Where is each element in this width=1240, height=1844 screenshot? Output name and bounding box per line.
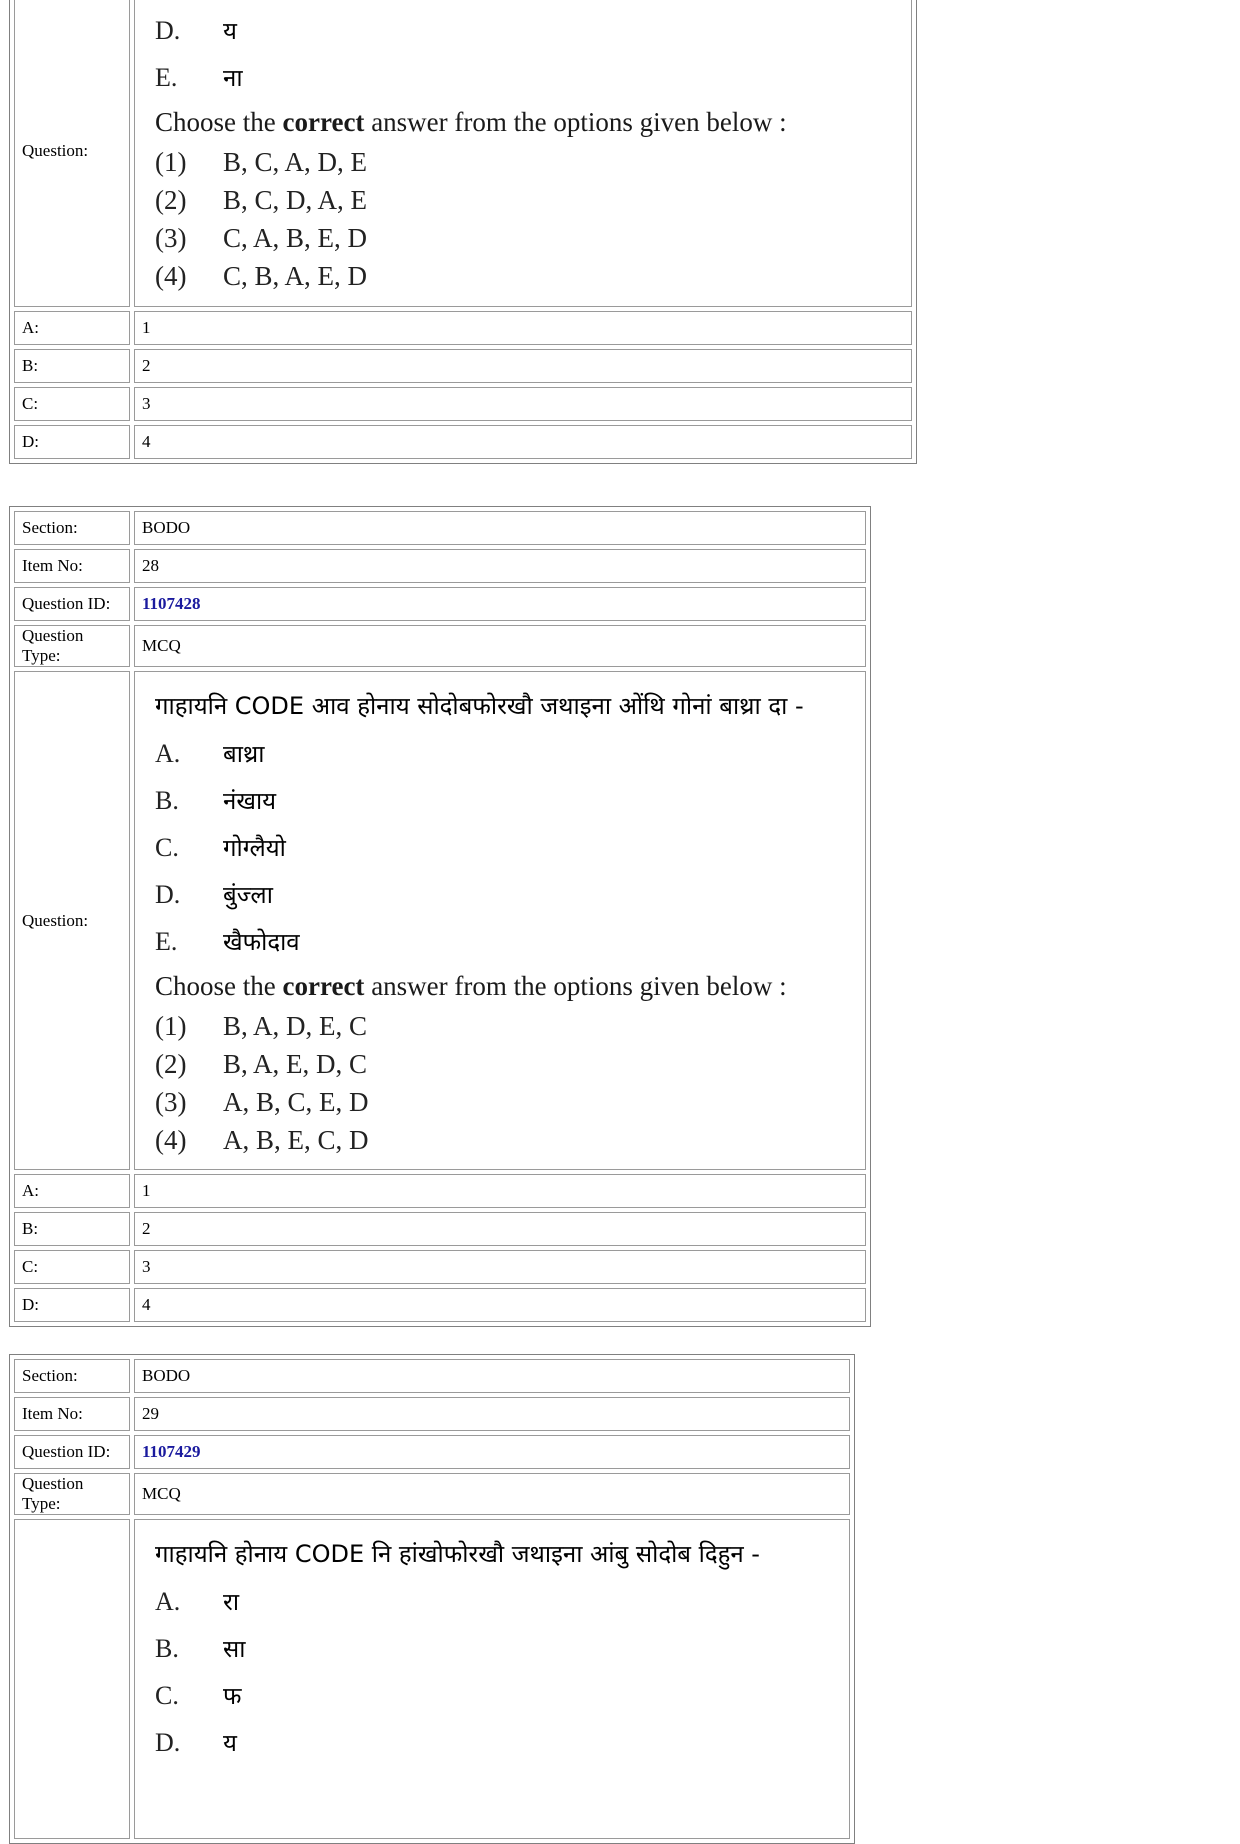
instruction-text: Choose the correct answer from the options given below : bbox=[155, 107, 787, 137]
question-option: A. रा bbox=[155, 1586, 240, 1616]
question-option: B. नंखाय bbox=[155, 785, 277, 815]
option-b-value: 2 bbox=[134, 349, 912, 383]
answer-choice: (1) B, A, D, E, C bbox=[155, 1011, 368, 1041]
question-option: C. फ bbox=[155, 1680, 242, 1710]
question-option: D. य bbox=[155, 15, 237, 45]
section-value: BODO bbox=[134, 511, 866, 545]
question-option: E. खैफोदाव bbox=[155, 926, 300, 956]
item-no-label: Item No: bbox=[14, 1397, 130, 1431]
question-option: B. सा bbox=[155, 1633, 246, 1663]
instruction-text: Choose the correct answer from the options given below : bbox=[155, 971, 787, 1001]
question-body bbox=[134, 0, 912, 307]
question-body bbox=[134, 671, 866, 1170]
section-label: Section: bbox=[14, 1359, 130, 1393]
option-d-value: 4 bbox=[134, 425, 912, 459]
question-stem: गाहायनि होनाय CODE नि हांखोफोरखौ जथाइना आंबु सोदोब दिहुन - bbox=[155, 1540, 760, 1568]
question-label bbox=[14, 1519, 130, 1839]
option-a-value: 1 bbox=[134, 1174, 866, 1208]
answer-choice: (4) A, B, E, C, D bbox=[155, 1125, 369, 1155]
option-d-label: D: bbox=[14, 425, 130, 459]
question-type-value: MCQ bbox=[134, 625, 866, 667]
question-option: E. ना bbox=[155, 62, 243, 92]
question-id-value: 1107429 bbox=[134, 1435, 850, 1469]
question-id-label: Question ID: bbox=[14, 1435, 130, 1469]
section-label: Section: bbox=[14, 511, 130, 545]
option-c-value: 3 bbox=[134, 1250, 866, 1284]
question-body bbox=[134, 1519, 850, 1839]
option-c-label: C: bbox=[14, 387, 130, 421]
option-d-label: D: bbox=[14, 1288, 130, 1322]
item-no-value: 28 bbox=[134, 549, 866, 583]
question-option: C. गोग्लैयो bbox=[155, 832, 286, 862]
question-type-label: Question Type: bbox=[14, 1473, 130, 1515]
question-label: Question: bbox=[14, 671, 130, 1170]
item-no-value: 29 bbox=[134, 1397, 850, 1431]
option-c-label: C: bbox=[14, 1250, 130, 1284]
answer-choice: (2) B, A, E, D, C bbox=[155, 1049, 368, 1079]
question-option: D. बुंज्ला bbox=[155, 879, 273, 909]
answer-choice: (2) B, C, D, A, E bbox=[155, 185, 368, 215]
section-value: BODO bbox=[134, 1359, 850, 1393]
answer-choice: (3) C, A, B, E, D bbox=[155, 223, 368, 253]
answer-choice: (4) C, B, A, E, D bbox=[155, 261, 368, 291]
option-a-value: 1 bbox=[134, 311, 912, 345]
option-b-label: B: bbox=[14, 349, 130, 383]
option-c-value: 3 bbox=[134, 387, 912, 421]
question-table-29 bbox=[9, 1354, 855, 1844]
question-table-27 bbox=[9, 0, 917, 464]
question-type-value: MCQ bbox=[134, 1473, 850, 1515]
item-no-label: Item No: bbox=[14, 549, 130, 583]
question-option: A. बाथ्रा bbox=[155, 738, 265, 768]
question-label: Question: bbox=[14, 0, 130, 307]
option-b-value: 2 bbox=[134, 1212, 866, 1246]
question-id-value: 1107428 bbox=[134, 587, 866, 621]
option-b-label: B: bbox=[14, 1212, 130, 1246]
option-d-value: 4 bbox=[134, 1288, 866, 1322]
answer-choice: (3) A, B, C, E, D bbox=[155, 1087, 369, 1117]
option-a-label: A: bbox=[14, 1174, 130, 1208]
question-id-label: Question ID: bbox=[14, 587, 130, 621]
answer-choice: (1) B, C, A, D, E bbox=[155, 147, 368, 177]
question-table-28 bbox=[9, 506, 871, 1327]
question-type-label: Question Type: bbox=[14, 625, 130, 667]
question-stem: गाहायनि CODE आव होनाय सोदोबफोरखौ जथाइना ओंथि गोनां बाथ्रा दा - bbox=[155, 692, 804, 720]
option-a-label: A: bbox=[14, 311, 130, 345]
question-option: D. य bbox=[155, 1727, 237, 1757]
